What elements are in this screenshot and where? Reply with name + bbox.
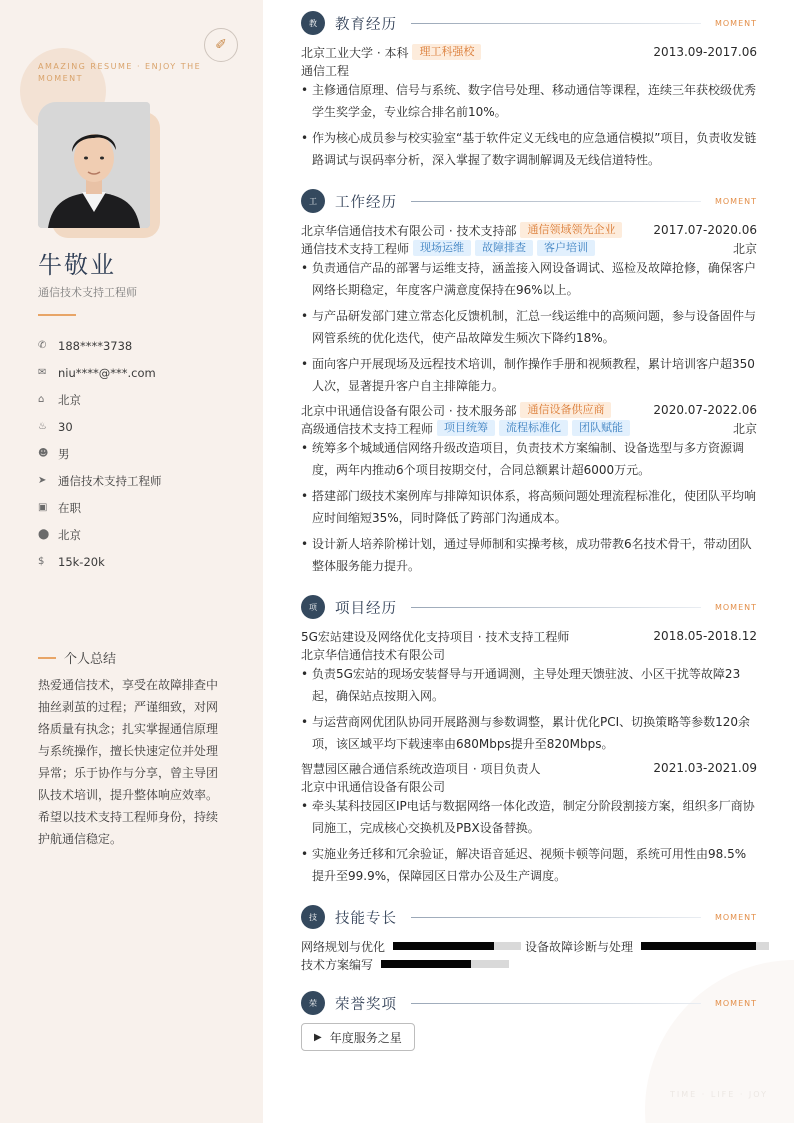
- project-date: 2018.05-2018.12: [653, 629, 757, 643]
- skill-name: 网络规划与优化: [301, 939, 386, 954]
- summary-text: 热爱通信技术，享受在故障排查中抽丝剥茧的过程；严谨细致，对网络质量有执念；扎实掌握通信原理与系统操作，擅长快速定位并处理异常；乐于协作与分享，曾主导团队技术培训，提升整体响应效率。希望以技术支持工程师身份，持续护航通信稳定。: [38, 678, 219, 846]
- section-award-header: [301, 991, 757, 1015]
- work-tag: 现场运维: [413, 240, 471, 256]
- contact-info: [38, 332, 248, 575]
- section-divider: [411, 917, 701, 918]
- education-bullet: • 主修通信原理、信号与系统、数字信号处理、移动通信等课程，连续三年获校级优秀学生奖学金，专业综合排名前10%。: [301, 79, 757, 123]
- summary-heading: [38, 648, 116, 667]
- section-title: 技能专长: [335, 910, 397, 927]
- section-title: 荣誉奖项: [335, 996, 397, 1013]
- work-date: 2020.07-2022.06: [653, 403, 757, 417]
- skill-fill: [393, 942, 494, 950]
- salary-icon: $: [38, 556, 45, 567]
- info-phone: [38, 332, 248, 359]
- project-company-row: [301, 777, 757, 795]
- section-tag: MOMENT: [714, 998, 757, 1008]
- work-company-row: [301, 401, 757, 419]
- info-age: [38, 413, 248, 440]
- info-text: 15k-20k: [58, 554, 105, 569]
- skill-bar: [381, 960, 509, 968]
- section-divider: [411, 1003, 701, 1004]
- award-item: [301, 1023, 415, 1051]
- info-text: 在职: [58, 500, 81, 515]
- info-email: [38, 359, 248, 386]
- tagline: AMAZING RESUME · ENJOY THE MOMENT: [38, 62, 202, 83]
- work-city: 北京: [732, 241, 757, 256]
- mail-icon: ✉: [38, 367, 47, 378]
- work-bullet: • 搭建部门级技术案例库与排障知识体系，将高频问题处理流程标准化，使团队平均响应时间缩短35%，同时降低了跨部门沟通成本。: [301, 485, 757, 529]
- section-work-header: [301, 189, 757, 213]
- cake-icon: ♨: [38, 421, 47, 432]
- company-chip: 通信领域领先企业: [520, 222, 622, 238]
- work-bullet: • 负责通信产品的部署与运维支持，涵盖接入网设备调试、巡检及故障抢修，确保客户网络长期稳定，年度客户满意度保持在96%以上。: [301, 257, 757, 301]
- project-bullet: • 负责5G宏站的现场安装督导与开通调测，主导处理天馈驻波、小区干扰等故障23起，确保站点按期入网。: [301, 663, 757, 707]
- skill-name: 设备故障诊断与处理: [525, 939, 634, 954]
- work-bullet: • 设计新人培养阶梯计划，通过导师制和实操考核，成功带教6名技术骨干，带动团队整体服务能力提升。: [301, 533, 757, 577]
- pen-icon: ✐: [204, 28, 238, 62]
- section-title: 教育经历: [335, 16, 397, 33]
- work-role-row: [301, 239, 757, 257]
- location-icon: ⬤: [38, 529, 50, 540]
- section-badge: 项: [301, 595, 325, 619]
- work-date: 2017.07-2020.06: [653, 223, 757, 237]
- section-skill-header: [301, 905, 757, 929]
- project-name: 5G宏站建设及网络优化支持项目 · 技术支持工程师: [301, 629, 570, 644]
- info-text: 通信技术支持工程师: [58, 473, 162, 488]
- education-bullet: • 作为核心成员参与校实验室“基于软件定义无线电的应急通信模拟”项目，负责收发链路调试与误码率分析，深入掌握了数字调制解调及无线信道特性。: [301, 127, 757, 171]
- summary-title: 个人总结: [64, 652, 117, 667]
- send-icon: ➤: [38, 475, 47, 486]
- skill-item: [525, 937, 769, 955]
- section-education-header: [301, 11, 757, 35]
- info-text: 北京: [58, 392, 81, 407]
- section-title: 工作经历: [335, 194, 397, 211]
- info-text: 男: [58, 446, 70, 461]
- project-company-row: [301, 645, 757, 663]
- school-chip: 理工科强校: [412, 44, 481, 60]
- section-divider: [411, 607, 701, 608]
- section-title: 项目经历: [335, 600, 397, 617]
- project-company: 北京华信通信技术有限公司: [301, 647, 446, 662]
- section-badge: 技: [301, 905, 325, 929]
- skill-bar: [393, 942, 521, 950]
- work-role-row: [301, 419, 757, 437]
- skill-item: [301, 937, 521, 955]
- section-tag: MOMENT: [714, 196, 757, 206]
- major-row: [301, 61, 757, 79]
- project-date: 2021.03-2021.09: [653, 761, 757, 775]
- project-bullet: • 牵头某科技园区IP电话与数据网络一体化改造，制定分阶段割接方案，组织多厂商协同施工，完成核心交换机及PBX设备替换。: [301, 795, 757, 839]
- info-location: [38, 521, 248, 548]
- company-name: 北京中讯通信设备有限公司 · 技术服务部: [301, 403, 517, 418]
- section-divider: [411, 23, 701, 24]
- section-tag: MOMENT: [714, 912, 757, 922]
- info-hometown: [38, 386, 248, 413]
- work-tag: 团队赋能: [572, 420, 630, 436]
- skill-name: 技术方案编写: [301, 957, 374, 972]
- candidate-name: 牛敬业: [38, 251, 116, 279]
- award-name: 年度服务之星: [329, 1030, 402, 1045]
- section-badge: 荣: [301, 991, 325, 1015]
- skill-bar: [641, 942, 769, 950]
- work-tag: 客户培训: [537, 240, 595, 256]
- portrait-image: [38, 102, 150, 228]
- info-text: 北京: [58, 527, 81, 542]
- company-name: 北京华信通信技术有限公司 · 技术支持部: [301, 223, 517, 238]
- gender-icon: ☻: [38, 448, 49, 459]
- skill-fill: [641, 942, 756, 950]
- work-tag: 项目统筹: [437, 420, 495, 436]
- work-tag: 流程标准化: [499, 420, 568, 436]
- info-text: 30: [58, 419, 73, 434]
- heading-bar: [38, 657, 56, 659]
- skill-item: [301, 955, 509, 973]
- info-status: [38, 494, 248, 521]
- section-tag: MOMENT: [714, 602, 757, 612]
- work-bullet: • 与产品研发部门建立常态化反馈机制，汇总一线运维中的高频问题，参与设备固件与网管系统的优化迭代，使产品故障发生频次下降约18%。: [301, 305, 757, 349]
- project-company: 北京中讯通信设备有限公司: [301, 779, 446, 794]
- phone-icon: ✆: [38, 340, 47, 351]
- divider: [38, 314, 76, 316]
- section-project-header: [301, 595, 757, 619]
- school-name: 北京工业大学 · 本科: [301, 45, 409, 60]
- education-row: [301, 43, 757, 61]
- info-text: 188****3738: [58, 338, 133, 353]
- work-bullet: • 面向客户开展现场及远程技术培训，制作操作手册和视频教程，累计培训客户超350人次，显著提升客户自主排障能力。: [301, 353, 757, 397]
- candidate-title: 通信技术支持工程师: [38, 286, 137, 299]
- play-icon: ▶: [314, 1031, 322, 1043]
- info-target-role: [38, 467, 248, 494]
- education-date: 2013.09-2017.06: [653, 45, 757, 59]
- work-tag: 故障排查: [475, 240, 533, 256]
- skill-fill: [381, 960, 471, 968]
- major: 通信工程: [301, 63, 350, 78]
- role: 高级通信技术支持工程师: [301, 421, 434, 436]
- info-gender: [38, 440, 248, 467]
- role: 通信技术支持工程师: [301, 241, 410, 256]
- project-name: 智慧园区融合通信系统改造项目 · 项目负责人: [301, 761, 541, 776]
- sidebar: [0, 0, 263, 1123]
- info-text: niu****@***.com: [58, 365, 156, 380]
- project-bullet: • 实施业务迁移和冗余验证，解决语音延迟、视频卡顿等问题，系统可用性由98.5%提升至99.9%，保障园区日常办公及生产调度。: [301, 843, 757, 887]
- work-company-row: [301, 221, 757, 239]
- section-badge: 工: [301, 189, 325, 213]
- project-bullet: • 与运营商网优团队协同开展路测与参数调整，累计优化PCI、切换策略等参数120余项，该区域平均下载速率由680Mbps提升至820Mbps。: [301, 711, 757, 755]
- section-divider: [411, 201, 701, 202]
- section-badge: 教: [301, 11, 325, 35]
- avatar: [38, 102, 150, 228]
- project-row: [301, 759, 757, 777]
- project-row: [301, 627, 757, 645]
- briefcase-icon: ▣: [38, 502, 48, 513]
- section-tag: MOMENT: [714, 18, 757, 28]
- work-bullet: • 统筹多个城域通信网络升级改造项目，负责技术方案编制、设备选型与多方资源调度，两年内推动6个项目按期交付，合同总额累计超6000万元。: [301, 437, 757, 481]
- home-icon: ⌂: [38, 394, 45, 405]
- work-city: 北京: [732, 421, 757, 436]
- info-salary: [38, 548, 248, 575]
- footer-tag: TIME · LIFE · JOY: [670, 1090, 769, 1099]
- company-chip: 通信设备供应商: [520, 402, 611, 418]
